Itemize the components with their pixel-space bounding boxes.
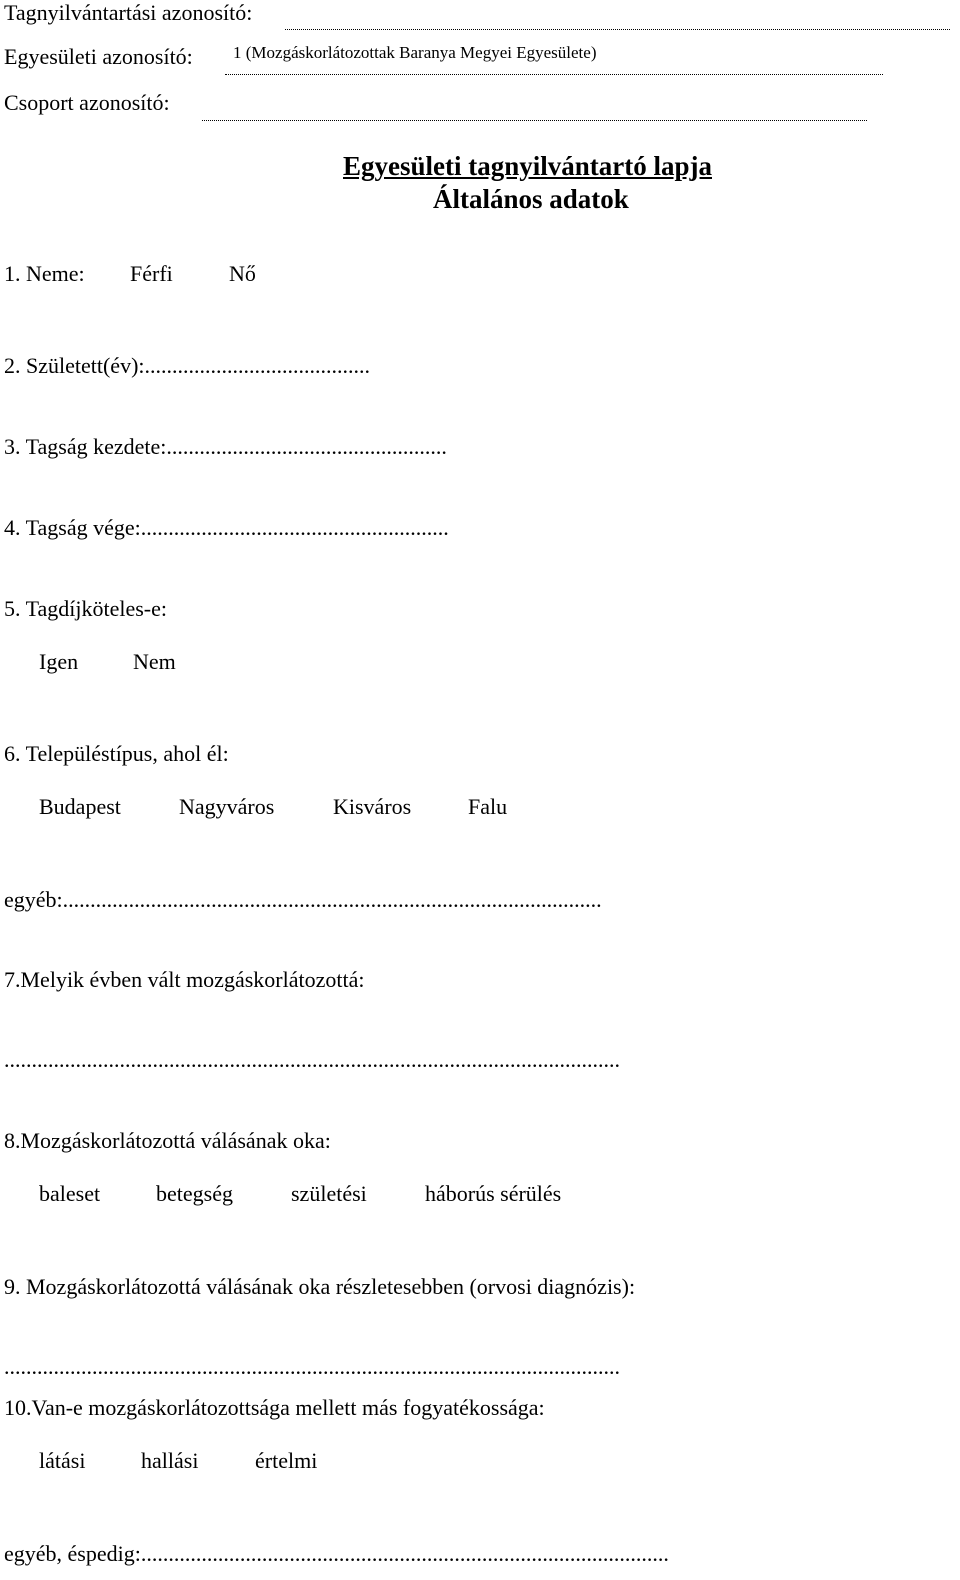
q7-answer-field[interactable]: ................................................................................................................ — [4, 1047, 620, 1072]
q8-option-betegseg[interactable]: betegség — [156, 1181, 233, 1206]
q1-option-no[interactable]: Nő — [229, 261, 256, 286]
q1-option-ferfi[interactable]: Férfi — [130, 261, 173, 286]
egyesuleti-field[interactable] — [225, 74, 883, 75]
q2-label[interactable]: 2. Született(év):......................................... — [4, 353, 371, 378]
tagnyilvantartasi-field[interactable] — [285, 29, 950, 30]
q10-option-hallasi[interactable]: hallási — [141, 1448, 199, 1473]
q6-option-nagyvaros[interactable]: Nagyváros — [179, 794, 275, 819]
q8-label: 8.Mozgáskorlátozottá válásának oka: — [4, 1128, 331, 1153]
q8-option-haborus-serules[interactable]: háborús sérülés — [425, 1181, 562, 1206]
q5-option-igen[interactable]: Igen — [39, 649, 79, 674]
q5-option-nem[interactable]: Nem — [133, 649, 176, 674]
q10-option-ertelmi[interactable]: értelmi — [255, 1448, 318, 1473]
csoport-label: Csoport azonosító: — [4, 90, 170, 115]
form-subtitle: Általános adatok — [433, 184, 629, 214]
csoport-field[interactable] — [202, 120, 867, 121]
q10-option-latasi[interactable]: látási — [39, 1448, 86, 1473]
q9-label: 9. Mozgáskorlátozottá válásának oka részletesebben (orvosi diagnózis): — [4, 1274, 636, 1299]
egyesuleti-value: 1 (Mozgáskorlátozottak Baranya Megyei Egyesülete) — [233, 43, 597, 62]
egyesuleti-label: Egyesületi azonosító: — [4, 44, 193, 69]
q5-label: 5. Tagdíjköteles-e: — [4, 596, 168, 621]
q8-option-szuletesi[interactable]: születési — [291, 1181, 367, 1206]
q4-label[interactable]: 4. Tagság vége:........................................................ — [4, 515, 449, 540]
q6-label: 6. Településtípus, ahol él: — [4, 741, 229, 766]
q1-label: 1. Neme: — [4, 261, 85, 286]
q8-option-baleset[interactable]: baleset — [39, 1181, 101, 1206]
q6-other-field[interactable]: egyéb:.................................................................................................. — [4, 887, 602, 912]
q9-answer-field[interactable]: ................................................................................................................ — [4, 1354, 620, 1379]
q6-option-kisvaros[interactable]: Kisváros — [333, 794, 412, 819]
q10-other-field[interactable]: egyéb, éspedig:................................................................................................ — [4, 1541, 669, 1566]
q7-label: 7.Melyik évben vált mozgáskorlátozottá: — [4, 967, 365, 992]
q6-option-falu[interactable]: Falu — [468, 794, 508, 819]
tagnyilvantartasi-label: Tagnyilvántartási azonosító: — [4, 0, 253, 25]
q10-label: 10.Van-e mozgáskorlátozottsága mellett más fogyatékossága: — [4, 1395, 545, 1420]
q6-option-budapest[interactable]: Budapest — [39, 794, 121, 819]
q3-label[interactable]: 3. Tagság kezdete:................................................... — [4, 434, 447, 459]
form-title: Egyesületi tagnyilvántartó lapja — [343, 151, 712, 181]
